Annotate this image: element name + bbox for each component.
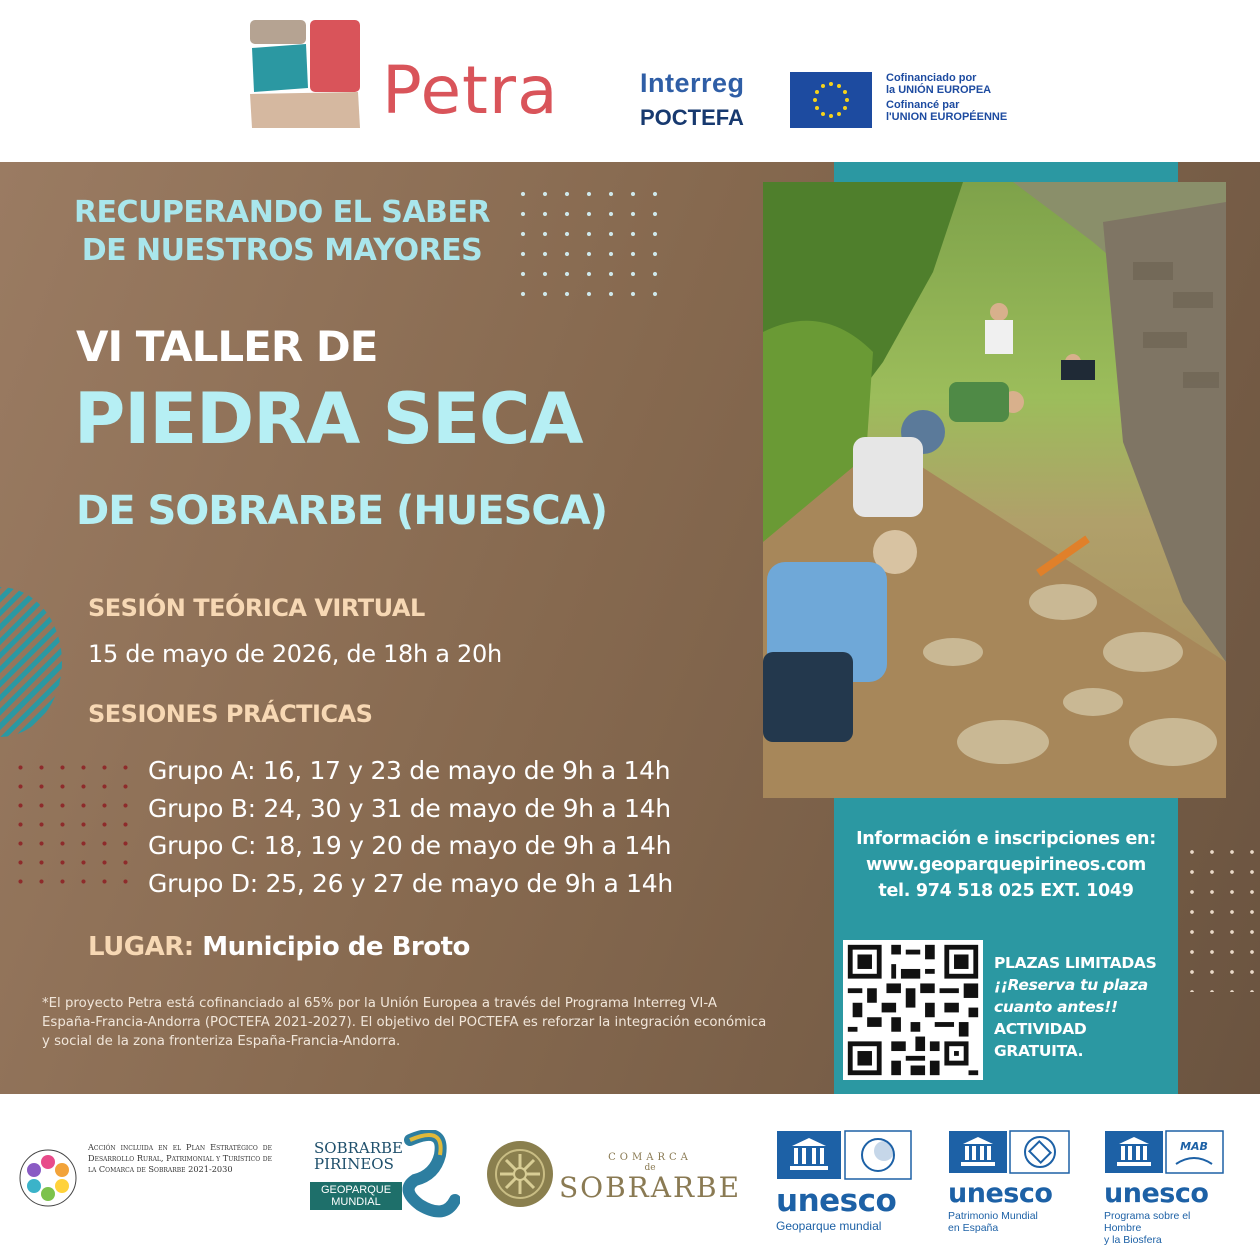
place-value: Municipio de Broto (202, 932, 470, 962)
unesco-patrimonio-logo (948, 1130, 1072, 1234)
sobrarbe-label: SOBRARBE (314, 1139, 403, 1157)
unesco-subtitle (948, 1210, 1072, 1234)
title-main: PIEDRA SECA (74, 378, 583, 460)
place-label: LUGAR: (88, 932, 194, 962)
practical-sessions-heading: SESIONES PRÁCTICAS (88, 700, 373, 728)
interreg-label: Interreg (640, 68, 745, 98)
geoparque-swirl-icon (400, 1130, 460, 1220)
plazas-notice (994, 952, 1176, 1062)
eu-flag-icon (790, 72, 872, 128)
info-heading: Información e inscripciones en: (856, 829, 1156, 849)
plan-estrategico-text: Acción incluida en el Plan Estratégico de Desarrollo Rural, Patrimonial y Turístico de la Comarca de Sobrarbe 2021-2030 (88, 1142, 272, 1174)
poster-main (0, 162, 1260, 1094)
info-panel (834, 798, 1178, 1094)
header-bar (0, 0, 1260, 162)
decorative-dots (512, 184, 662, 310)
unesco-subtitle-line: y la Biosfera (1104, 1234, 1162, 1246)
teal-accent-bar (834, 162, 1178, 184)
title-line-1: VI TALLER DE (76, 322, 378, 371)
pirineos-label: PIRINEOS (314, 1155, 394, 1173)
decorative-dots (1182, 842, 1260, 992)
petra-logo-icon (250, 20, 360, 128)
mundial-label: MUNDIAL (331, 1196, 381, 1208)
workshop-photo (763, 182, 1226, 798)
group-item: Grupo C: 18, 19 y 20 de mayo de 9h a 14h (148, 831, 672, 860)
place-line (88, 932, 470, 962)
virtual-session-heading: SESIÓN TEÓRICA VIRTUAL (88, 594, 425, 622)
unesco-temple-icon (1104, 1130, 1224, 1174)
kicker-heading (62, 194, 502, 270)
interreg-logo (640, 70, 745, 129)
unesco-emblem (776, 1130, 916, 1180)
comarca-sobrarbe-logo (558, 1152, 742, 1203)
unesco-subtitle (1104, 1210, 1228, 1246)
footer-bar (0, 1094, 1260, 1260)
geoparque-mundial-badge (310, 1182, 402, 1210)
comarca-sobrarbe-emblem-icon (486, 1140, 554, 1208)
poctefa-label: POCTEFA (640, 105, 744, 130)
petra-wordmark: Petra (382, 52, 559, 129)
eu-text-line: l'UNION EUROPÉENNE (886, 111, 1008, 123)
unesco-subtitle-line: Programa sobre el Hombre (1104, 1210, 1191, 1234)
kicker-line: RECUPERANDO EL SABER (73, 195, 491, 230)
geoparque-label: GEOPARQUE (320, 1184, 392, 1196)
unesco-subtitle: Geoparque mundial (776, 1219, 882, 1233)
free-activity-note: ACTIVIDAD GRATUITA. (994, 1020, 1087, 1060)
eu-text-line: la UNIÓN EUROPEA (886, 84, 992, 96)
website-link[interactable]: www.geoparquepirineos.com (866, 855, 1146, 875)
qr-code-icon[interactable] (843, 940, 983, 1080)
sobrarbe-pirineos-label (314, 1140, 403, 1172)
unesco-subtitle-line: Patrimonio Mundial (948, 1210, 1038, 1222)
sobrarbe-pirineos-geoparque-logo (308, 1130, 460, 1220)
unesco-wordmark: unesco (1104, 1178, 1209, 1209)
unesco-temple-icon (948, 1130, 1070, 1174)
footnote-text: *El proyecto Petra está cofinanciado al 65% por la Unión Europea a través del Programa Interreg VI-A España-Francia-Andorra (POCTEFA 2021-2027). El objetivo del POCTEFA es reforzar la integración económica y social de la zona fronteriza España-Francia-Andorra. (42, 996, 767, 1049)
info-contact (834, 826, 1178, 904)
unesco-emblem (1104, 1130, 1228, 1174)
reserve-note: ¡¡Reserva tu plaza cuanto antes!! (994, 976, 1148, 1016)
eu-text-line: Cofinanciado por (886, 72, 977, 84)
kicker-line: DE NUESTROS MAYORES (81, 233, 483, 268)
group-item: Grupo D: 25, 26 y 27 de mayo de 9h a 14h (148, 868, 673, 898)
unesco-temple-icon (776, 1130, 912, 1180)
plazas-heading: PLAZAS LIMITADAS (994, 954, 1157, 972)
phone-number: tel. 974 518 025 EXT. 1049 (878, 881, 1134, 901)
groups-list (148, 752, 673, 902)
group-item: Grupo B: 24, 30 y 31 de mayo de 9h a 14h (148, 793, 671, 823)
unesco-subtitle-line: en España (948, 1222, 999, 1234)
comarca-de-label: de (644, 1163, 656, 1173)
mab-label: MAB (1180, 1140, 1208, 1153)
comarca-label: COMARCA (608, 1152, 692, 1163)
eu-text-line: Cofinancé par (886, 99, 960, 111)
group-item: Grupo A: 16, 17 y 23 de mayo de 9h a 14h (148, 756, 671, 785)
unesco-emblem (948, 1130, 1072, 1174)
eu-cofinancing-text (886, 72, 1007, 123)
unesco-wordmark: unesco (776, 1183, 897, 1219)
title-line-3: DE SOBRARBE (HUESCA) (76, 488, 608, 534)
decorative-striped-circle (0, 587, 62, 737)
unesco-mab-logo (1104, 1130, 1228, 1246)
unesco-geoparque-logo (776, 1130, 916, 1232)
virtual-session-date: 15 de mayo de 2026, de 18h a 20h (88, 640, 502, 668)
plan-estrategico-icon (18, 1148, 78, 1208)
decorative-dots (10, 758, 140, 890)
comarca-name: SOBRARBE (558, 1171, 742, 1204)
unesco-wordmark: unesco (948, 1178, 1053, 1209)
